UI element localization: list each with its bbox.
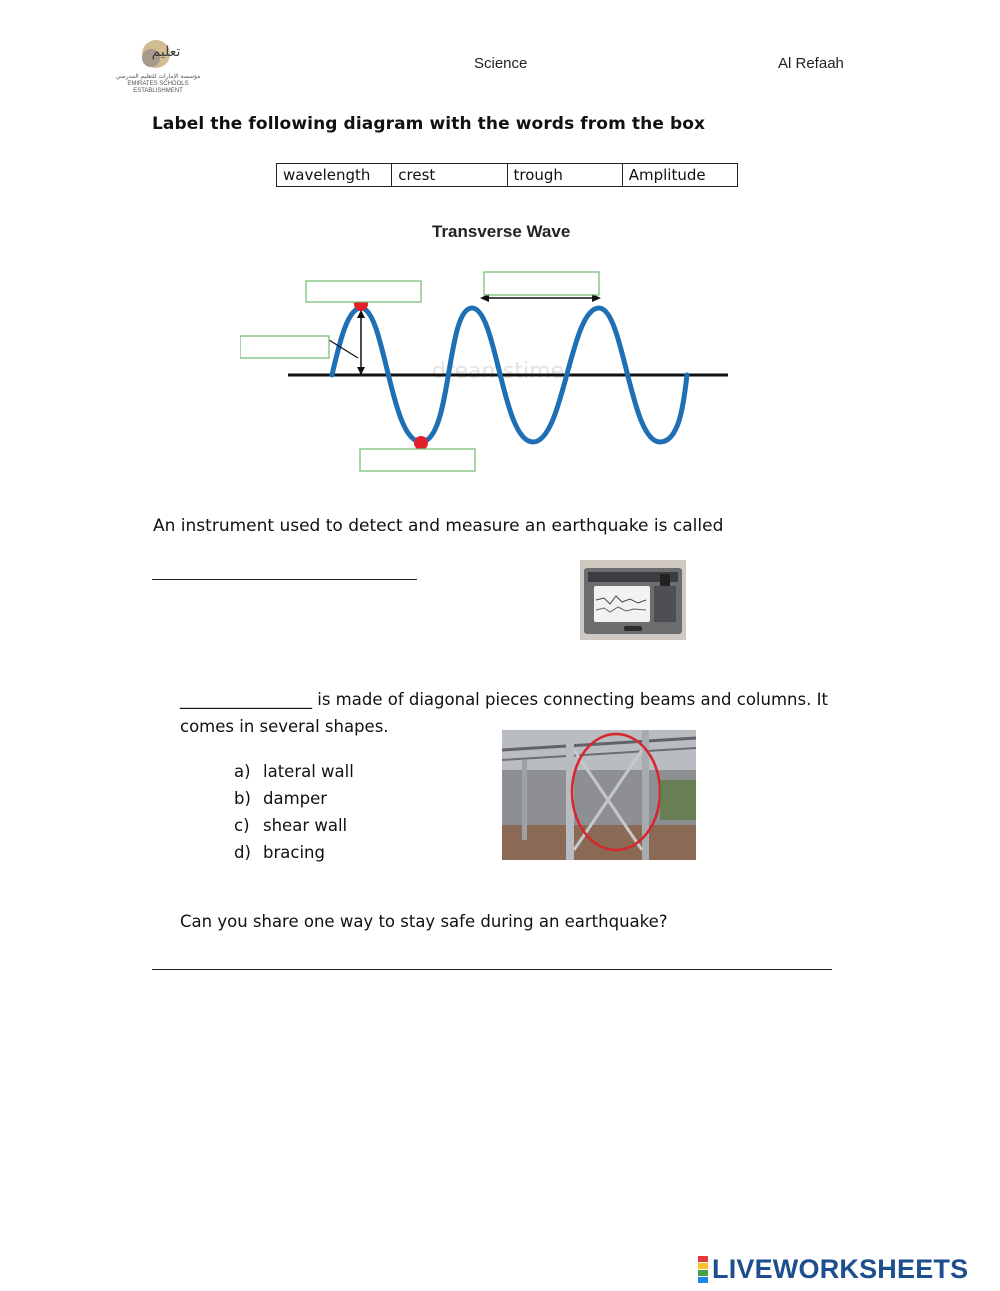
option-c[interactable]: c) shear wall	[234, 816, 348, 835]
trough-dot	[414, 436, 428, 450]
answer-box-amplitude[interactable]	[240, 336, 329, 358]
word-trough: trough	[508, 164, 623, 186]
option-a[interactable]: a) lateral wall	[234, 762, 354, 781]
option-d[interactable]: d) bracing	[234, 843, 325, 862]
brand-color-blocks	[698, 1256, 708, 1283]
question-3-text: Can you share one way to stay safe during an earthquake?	[180, 912, 668, 931]
liveworksheets-brand	[698, 1254, 968, 1285]
answer-box-wavelength[interactable]	[484, 272, 599, 295]
question-2-options	[234, 758, 354, 866]
question-2-blank[interactable]: ________________	[180, 690, 312, 709]
word-crest: crest	[392, 164, 507, 186]
diagram-title: Transverse Wave	[432, 222, 571, 241]
answer-box-crest[interactable]	[306, 281, 421, 302]
logo-arabic-text: تعليم	[151, 44, 181, 60]
seismograph-image	[580, 560, 686, 640]
question-2-line-2: comes in several shapes.	[180, 717, 389, 736]
option-b[interactable]: b) damper	[234, 789, 328, 808]
question-1-text: An instrument used to detect and measure an earthquake is called	[153, 516, 724, 536]
question-3-answer-line[interactable]	[152, 969, 832, 970]
question-1-answer-line[interactable]	[152, 579, 417, 580]
answer-box-trough[interactable]	[360, 449, 475, 471]
school-name: Al Refaah	[778, 55, 844, 72]
bracing-photo	[502, 730, 696, 860]
word-wavelength: wavelength	[277, 164, 392, 186]
word-amplitude: Amplitude	[628, 166, 706, 184]
transverse-wave-diagram	[240, 260, 740, 480]
logo-caption: مؤسسة الإمارات للتعليم المدرسي EMIRATES SCHOOLS ESTABLISHMENT	[115, 74, 201, 94]
brand-name: LIVEWORKSHEETS	[712, 1254, 969, 1284]
subject-label: Science	[474, 55, 528, 72]
amplitude-pointer	[329, 340, 358, 358]
instruction-heading: Label the following diagram with the words from the box	[152, 114, 706, 134]
watermark-text: dreamstime	[431, 359, 565, 384]
question-2-line-1: ________________ is made of diagonal pieces connecting beams and columns. It	[180, 690, 828, 709]
word-box	[276, 163, 738, 187]
